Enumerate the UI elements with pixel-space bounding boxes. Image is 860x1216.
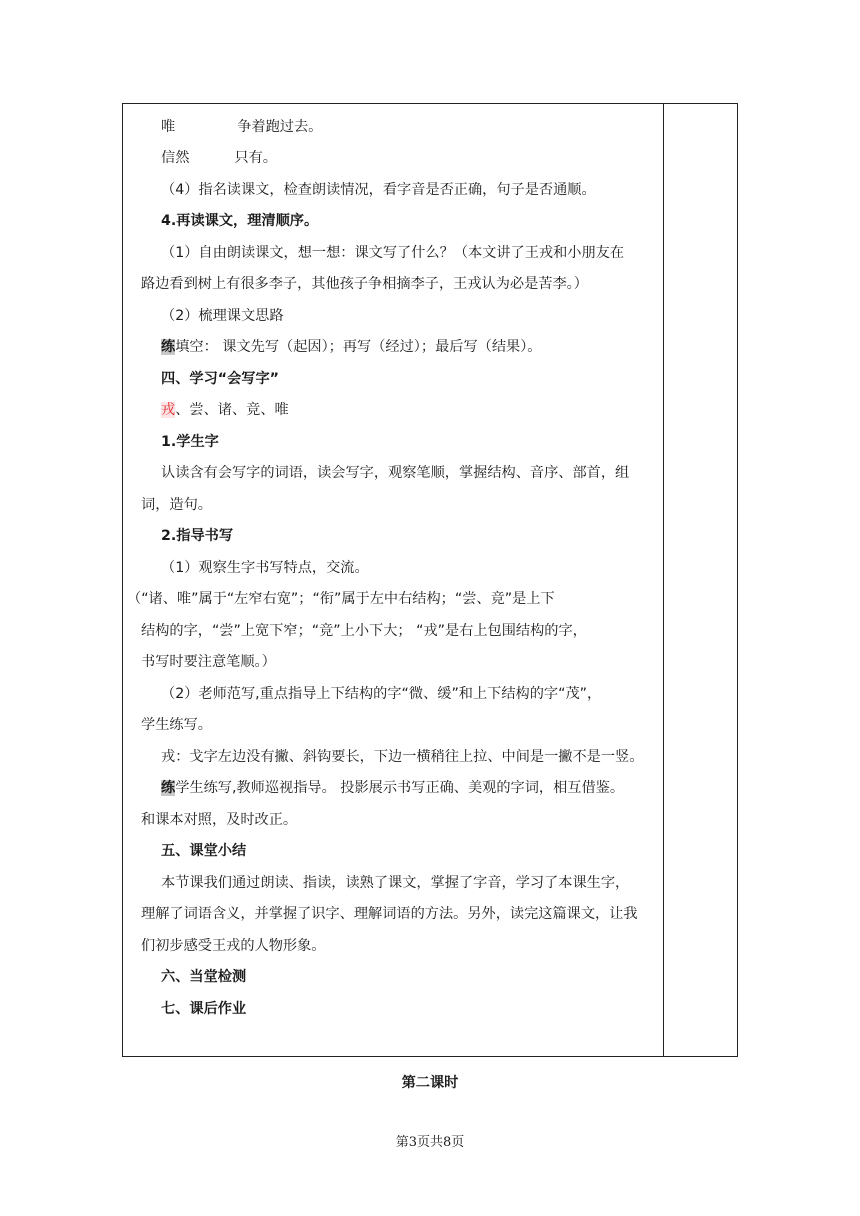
vocab-line-wei [161, 117, 322, 137]
character-list-rest: 、尝、诸、竞、唯 [175, 402, 289, 418]
lesson-table [122, 103, 738, 1057]
paragraph-line: 们初步感受王戎的人物形象。 [141, 938, 326, 954]
paragraph-line: 认读含有会写字的词语，读会写字，观察笔顺，掌握结构、音序、部首，组 [161, 465, 630, 481]
paragraph-line: （“诸、唯”属于“左窄右宽”；“衔”属于左中右结构；“尝、竞”是上下 [127, 591, 555, 607]
heading-section-4: 四、学习“会写字” [161, 371, 279, 387]
paragraph-line: 戎：戈字左边没有撇、斜钩要长，下边一横稍往上拉、中间是一撇不是一竖。 [161, 749, 644, 765]
heading-section-5: 五、课堂小结 [161, 843, 247, 859]
paragraph-line: 结构的字，“尝”上宽下窄；“竞”上小下大； “戎”是右上包围结构的字， [141, 623, 587, 639]
practice-text: 学生练写,教师巡视指导。 投影展示书写正确、美观的字词，相互借鉴。 [175, 780, 625, 796]
practice-badge: 练 [161, 780, 176, 796]
section-title: 第二课时 [401, 1075, 459, 1091]
page-footer: 第3页共8页 [395, 1135, 465, 1150]
vocab-term: 信然 [161, 150, 190, 166]
paragraph-line: 和课本对照，及时改正。 [141, 812, 298, 828]
paragraph-line: 学生练写。 [141, 717, 212, 733]
paragraph-line: 书写时要注意笔顺。） [141, 654, 276, 670]
paragraph-line: 理解了词语含义，并掌握了识字、理解词语的方法。另外，读完这篇课文，让我 [141, 906, 638, 922]
paragraph-line: 本节课我们通过朗读、指读，读熟了课文，掌握了字音，学习了本课生字， [161, 875, 630, 891]
practice-line [161, 778, 624, 798]
column-divider [663, 104, 664, 1056]
heading-section-7: 七、课后作业 [161, 1001, 247, 1017]
heading-learn-characters: 1.学生字 [161, 434, 219, 450]
heading-reread: 4.再读课文，理清顺序。 [161, 213, 319, 229]
practice-badge: 练 [161, 339, 176, 355]
paragraph-line: （1）观察生字书写特点，交流。 [161, 560, 369, 576]
heading-section-6: 六、当堂检测 [161, 969, 247, 985]
character-list [161, 400, 289, 420]
heading-writing-guide: 2.指导书写 [161, 528, 234, 544]
paragraph-line: （1）自由朗读课文，想一想：课文写了什么？（本文讲了王戎和小朋友在 [161, 245, 625, 261]
vocab-term: 唯 [161, 119, 176, 135]
vocab-meaning: 争着跑过去。 [237, 119, 323, 135]
paragraph-line: 词，造句。 [141, 497, 212, 513]
practice-line [161, 337, 541, 357]
paragraph-line: 路边看到树上有很多李子，其他孩子争相摘李子，王戎认为必是苦李。） [141, 276, 588, 292]
step-4-text: （4）指名读课文，检查朗读情况，看字音是否正确，句子是否通顺。 [161, 182, 596, 198]
vocab-line-xinran [161, 148, 277, 168]
practice-text: 填空： 课文先写（起因）；再写（经过）；最后写（结果）。 [175, 339, 542, 355]
paragraph-line: （2）梳理课文思路 [161, 308, 284, 324]
paragraph-line: （2）老师范写,重点指导上下结构的字“微、缓”和上下结构的字“茂”， [161, 686, 602, 702]
vocab-meaning: 只有。 [234, 150, 277, 166]
highlighted-character: 戎 [161, 402, 176, 418]
